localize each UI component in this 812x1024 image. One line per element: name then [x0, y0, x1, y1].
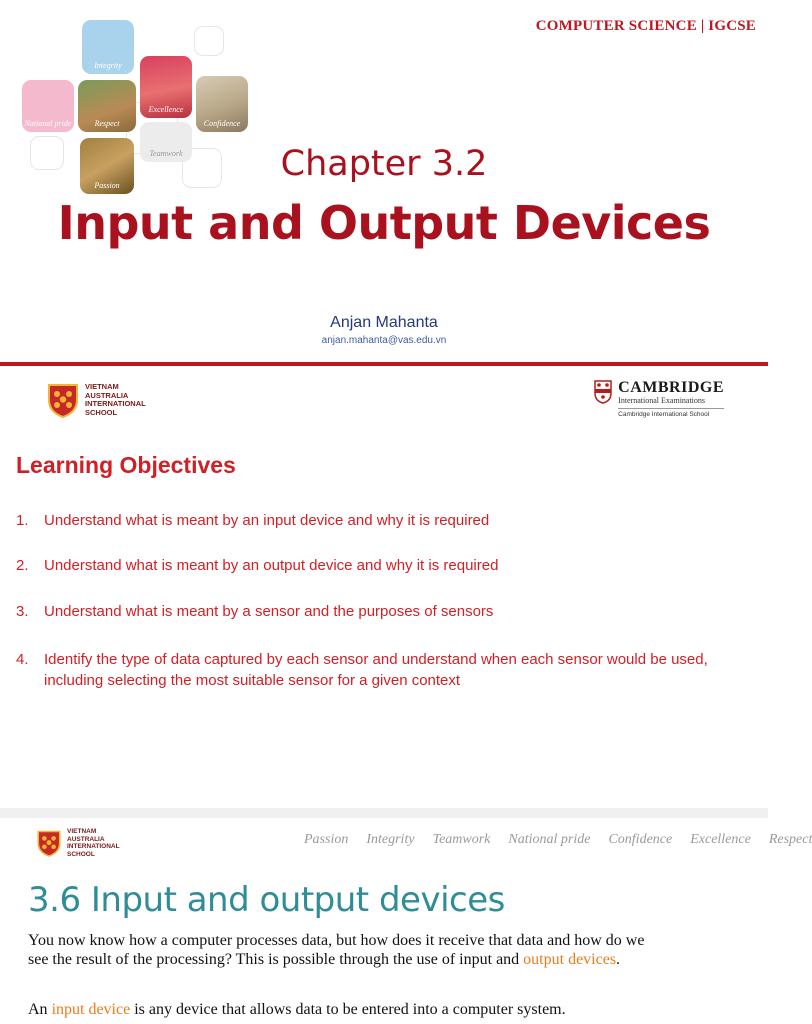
value-word: Passion — [304, 832, 349, 847]
objective-number: 3. — [16, 603, 29, 620]
school-name-line: INTERNATIONAL — [85, 399, 146, 408]
objective-item — [16, 649, 716, 691]
collage-tile-national-pride — [22, 80, 74, 132]
school-logo — [46, 382, 146, 418]
school-name-line: SCHOOL — [85, 407, 118, 417]
school-logo — [36, 828, 120, 858]
author-name: Anjan Mahanta — [330, 314, 438, 331]
school-name — [85, 383, 146, 417]
collage-label: National pride — [24, 119, 72, 128]
school-name-line: VIETNAM — [67, 828, 97, 835]
learning-objectives-heading: Learning Objectives — [16, 452, 236, 478]
collage-label: Excellence — [148, 105, 184, 114]
collage-tile-excellence — [140, 56, 192, 118]
objective-number: 1. — [16, 512, 29, 529]
objective-text: Understand what is meant by an output device and why it is required — [44, 557, 499, 574]
objectives-slide — [0, 366, 768, 808]
objective-number: 4. — [16, 651, 29, 668]
school-crest-icon — [46, 382, 80, 418]
body-text: is any device that allows data to be entered into a computer system. — [130, 1001, 566, 1018]
subject-tagline: COMPUTER SCIENCE | IGCSE — [535, 18, 756, 34]
chapter-number: Chapter 3.2 — [280, 144, 488, 184]
collage-label: Confidence — [203, 119, 241, 128]
objective-text: Understand what is meant by a sensor and the purposes of sensors — [44, 603, 494, 620]
body-text: You now know how a computer processes data, but how does it receive that data and how do we see the result of the processing? This is possible through the use of input and — [28, 932, 645, 968]
section-slide — [0, 818, 812, 1024]
collage-label: Integrity — [94, 61, 122, 70]
school-name — [67, 828, 120, 858]
collage-label: Teamwork — [149, 149, 183, 158]
cambridge-logo — [594, 380, 724, 418]
collage-tile-respect — [78, 80, 136, 132]
value-word: Confidence — [608, 832, 673, 847]
section-title: 3.6 Input and output devices — [28, 880, 505, 920]
cambridge-subtitle: International Examinations — [618, 396, 706, 405]
collage-tile-integrity — [82, 20, 134, 74]
school-name-line: VIETNAM — [85, 382, 119, 391]
cambridge-school: Cambridge International School — [618, 408, 724, 418]
objective-item — [16, 601, 746, 622]
key-term: input device — [51, 1001, 131, 1018]
chapter-title: Input and Output Devices — [57, 196, 711, 250]
value-word: Integrity — [366, 832, 415, 847]
value-word: National pride — [508, 832, 591, 847]
objective-item — [16, 510, 746, 531]
objective-number: 2. — [16, 557, 29, 574]
body-text: An — [28, 1001, 52, 1018]
objective-text: Identify the type of data captured by each sensor and understand when each sensor would be used, including selecting the most suitable sensor for a given context — [44, 651, 708, 689]
school-crest-icon — [36, 829, 62, 857]
collage-label: Respect — [94, 119, 120, 128]
collage-label: Passion — [94, 181, 120, 190]
slide-divider — [0, 808, 768, 818]
school-name-line: SCHOOL — [67, 850, 95, 858]
value-word: Excellence — [690, 832, 751, 847]
objective-item — [16, 555, 746, 576]
school-values-banner — [304, 832, 812, 848]
author-email[interactable]: anjan.mahanta@vas.edu.vn — [321, 335, 447, 346]
body-paragraph — [28, 931, 648, 969]
school-name-line: AUSTRALIA — [85, 390, 129, 400]
cambridge-text — [618, 380, 724, 418]
collage-tile-confidence — [196, 76, 248, 132]
collage-outline-tile — [194, 26, 224, 56]
body-paragraph — [28, 1000, 708, 1019]
value-word: Teamwork — [432, 832, 491, 847]
title-slide — [0, 0, 768, 362]
key-term: output devices — [523, 951, 617, 968]
cambridge-shield-icon — [594, 380, 612, 404]
body-text: . — [616, 951, 621, 968]
objective-text: Understand what is meant by an input device and why it is required — [44, 512, 490, 529]
school-name-line: AUSTRALIA — [67, 835, 105, 843]
school-name-line: INTERNATIONAL — [67, 843, 120, 850]
cambridge-name: CAMBRIDGE — [618, 379, 724, 396]
value-word: Respect — [768, 832, 812, 847]
